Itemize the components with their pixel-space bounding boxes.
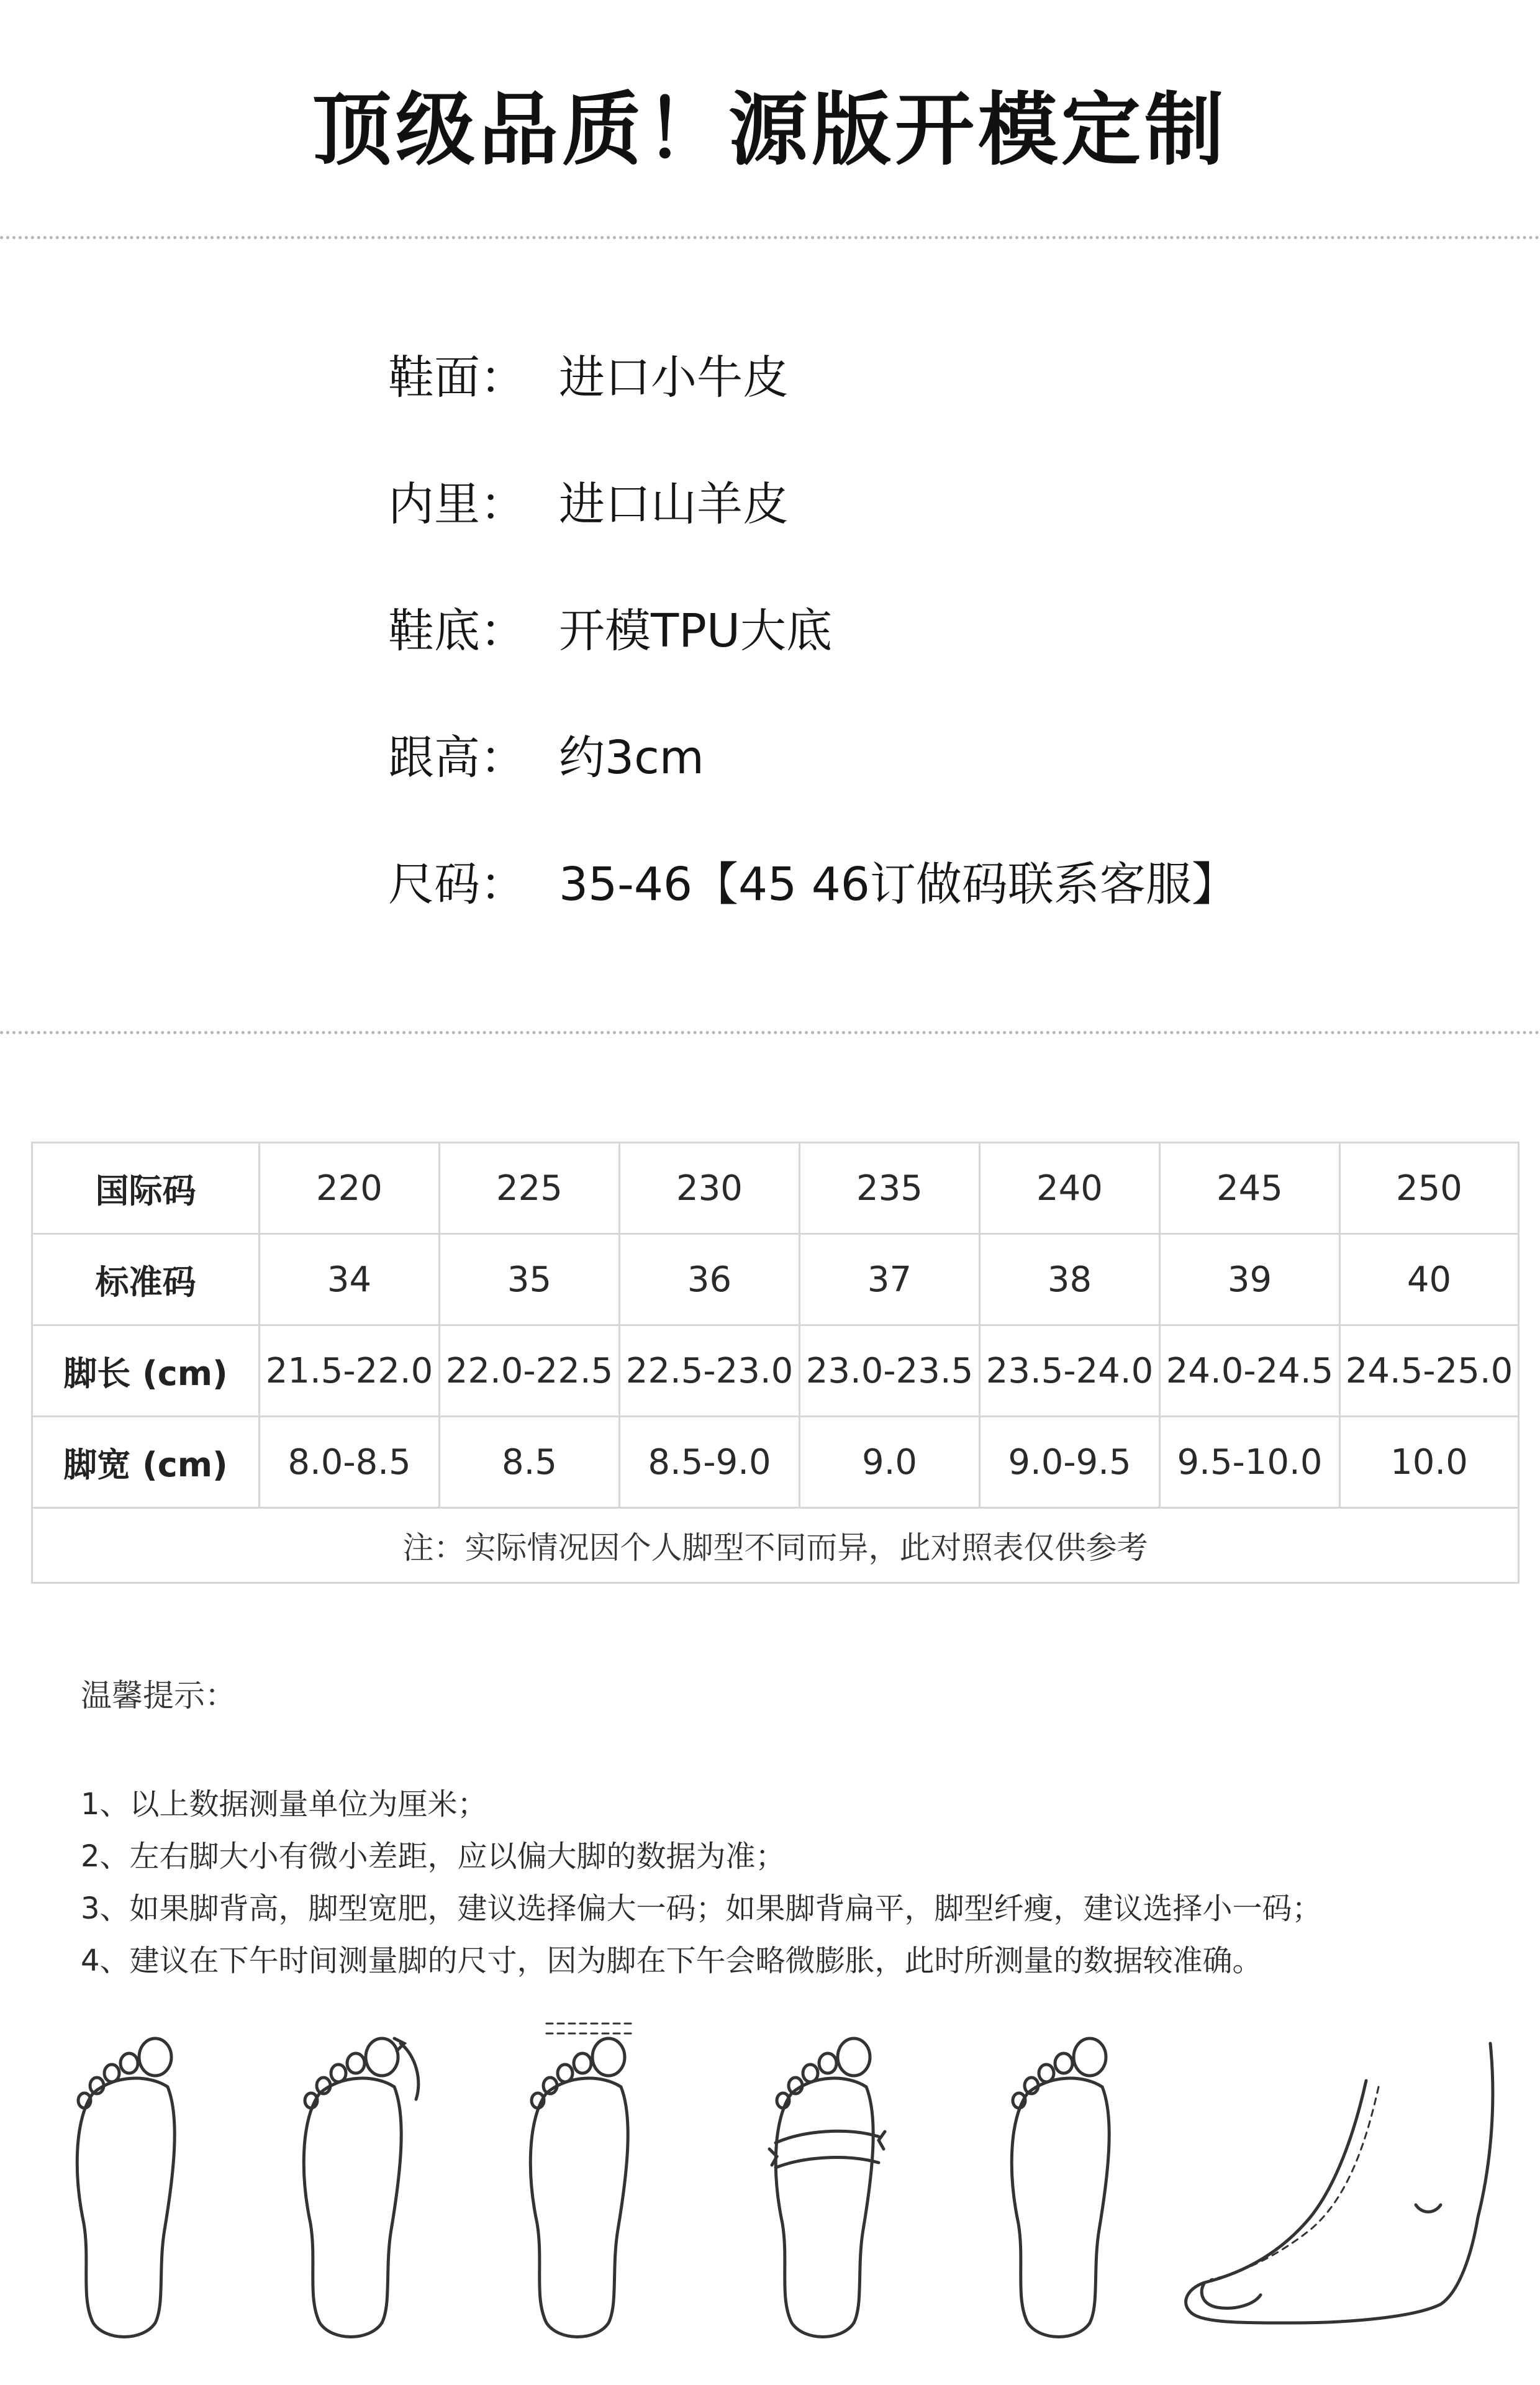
- table-cell: 9.0: [800, 1417, 980, 1508]
- spec-size-value: 35-46【45 46订做码联系客服】: [559, 858, 1238, 911]
- size-chart-table: [31, 1142, 1520, 1584]
- spec-sole-key: 鞋底：: [388, 604, 526, 658]
- row-header: 脚长 (cm): [32, 1325, 260, 1417]
- table-cell: 39: [1160, 1234, 1340, 1325]
- spec-lining-key: 内里：: [388, 478, 526, 531]
- table-cell: 9.0-9.5: [980, 1417, 1160, 1508]
- tip-item: 1、以上数据测量单位为厘米；: [81, 1787, 487, 1822]
- spec-sole-value: 开模TPU大底: [559, 604, 832, 658]
- table-cell: 245: [1160, 1143, 1340, 1234]
- divider-middle: [0, 1031, 1540, 1034]
- table-cell: 24.0-24.5: [1160, 1325, 1340, 1417]
- table-row-foot-width: [32, 1417, 1519, 1508]
- table-cell: 21.5-22.0: [260, 1325, 440, 1417]
- table-cell: 240: [980, 1143, 1160, 1234]
- table-cell: 8.5-9.0: [620, 1417, 800, 1508]
- divider-top: [0, 236, 1540, 239]
- table-cell: 24.5-25.0: [1340, 1325, 1519, 1417]
- foot-width-measure-icon: [754, 2025, 916, 2348]
- spec-lining-value: 进口山羊皮: [559, 478, 789, 531]
- spec-heel-value: 约3cm: [559, 731, 704, 784]
- spec-heel: [388, 727, 704, 789]
- spec-upper-value: 进口小牛皮: [559, 351, 789, 404]
- table-cell: 22.0-22.5: [440, 1325, 620, 1417]
- table-note: 注：实际情况因个人脚型不同而异，此对照表仅供参考: [32, 1508, 1519, 1583]
- table-cell: 8.5: [440, 1417, 620, 1508]
- table-row-intl-size: [32, 1143, 1519, 1234]
- table-cell: 22.5-23.0: [620, 1325, 800, 1417]
- tip-item: 2、左右脚大小有微小差距，应以偏大脚的数据为准；: [81, 1839, 786, 1874]
- table-cell: 235: [800, 1143, 980, 1234]
- foot-toe-curve-icon: [283, 2025, 444, 2348]
- foot-outline-icon: [56, 2025, 217, 2348]
- tips-title: 温馨提示：: [81, 1678, 236, 1714]
- row-header: 国际码: [32, 1143, 260, 1234]
- foot-length-measure-icon: [509, 2012, 671, 2348]
- table-cell: 23.0-23.5: [800, 1325, 980, 1417]
- table-cell: 40: [1340, 1234, 1519, 1325]
- page-title: 顶级品质！源版开模定制: [312, 84, 1228, 176]
- foot-illustrations: [0, 2006, 1540, 2385]
- table-cell: 250: [1340, 1143, 1519, 1234]
- table-cell: 38: [980, 1234, 1160, 1325]
- table-cell: 230: [620, 1143, 800, 1234]
- row-header: 标准码: [32, 1234, 260, 1325]
- table-cell: 9.5-10.0: [1160, 1417, 1340, 1508]
- table-cell: 23.5-24.0: [980, 1325, 1160, 1417]
- table-cell: 37: [800, 1234, 980, 1325]
- tip-item: 3、如果脚背高，脚型宽肥，建议选择偏大一码；如果脚背扁平，脚型纤瘦，建议选择小一码；: [81, 1891, 1322, 1926]
- row-header: 脚宽 (cm): [32, 1417, 260, 1508]
- table-row-note: [32, 1508, 1519, 1583]
- table-cell: 35: [440, 1234, 620, 1325]
- table-row-foot-length: [32, 1325, 1519, 1417]
- table-cell: 34: [260, 1234, 440, 1325]
- spec-upper-key: 鞋面：: [388, 351, 526, 404]
- foot-side-view-icon: [1167, 2031, 1515, 2354]
- spec-upper: [388, 347, 789, 409]
- spec-sole: [388, 600, 832, 662]
- table-cell: 10.0: [1340, 1417, 1519, 1508]
- table-row-standard-size: [32, 1234, 1519, 1325]
- spec-size-key: 尺码：: [388, 858, 526, 911]
- table-cell: 220: [260, 1143, 440, 1234]
- tip-item: 4、建议在下午时间测量脚的尺寸，因为脚在下午会略微膨胀，此时所测量的数据较准确。: [81, 1943, 1262, 1978]
- table-cell: 8.0-8.5: [260, 1417, 440, 1508]
- table-cell: 225: [440, 1143, 620, 1234]
- spec-size: [388, 853, 1238, 915]
- spec-lining: [388, 473, 789, 535]
- spec-heel-key: 跟高：: [388, 731, 526, 784]
- foot-plain-icon: [990, 2025, 1152, 2348]
- table-cell: 36: [620, 1234, 800, 1325]
